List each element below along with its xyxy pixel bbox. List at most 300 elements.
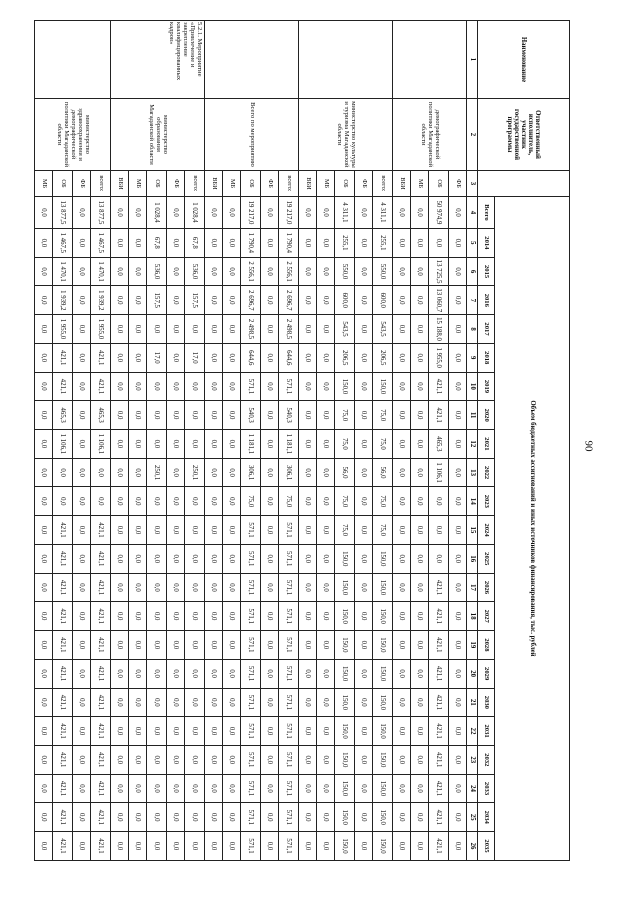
year-value-cell: 421,1	[91, 803, 111, 832]
column-number: 13	[467, 458, 478, 487]
year-value-cell: 1 106,1	[53, 430, 73, 459]
year-value-cell: 0,0	[167, 659, 185, 688]
year-value-cell: 0,0	[261, 774, 279, 803]
year-value-cell: 255,1	[335, 229, 355, 258]
year-value-cell: 0,0	[317, 774, 335, 803]
funding-source-cell: ВБИ	[299, 171, 317, 197]
year-value-cell: 0,0	[129, 832, 147, 861]
year-value-cell: 0,0	[205, 544, 223, 573]
year-value-cell: 75,0	[335, 487, 355, 516]
column-number: 8	[467, 315, 478, 344]
year-value-cell: 571,1	[241, 803, 261, 832]
year-value-cell: 0,0	[35, 516, 53, 545]
year-value-cell: 571,1	[279, 745, 299, 774]
funding-source-cell: всего:	[279, 171, 299, 197]
year-value-cell: 0,0	[299, 803, 317, 832]
year-value-cell: 150,0	[335, 717, 355, 746]
year-value-cell: 0,0	[299, 401, 317, 430]
year-value-cell: 0,0	[205, 717, 223, 746]
year-value-cell: 571,1	[241, 372, 261, 401]
total-value-cell: 0,0	[205, 197, 223, 229]
column-number: 1	[467, 21, 478, 99]
year-value-cell: 421,1	[53, 573, 73, 602]
year-value-cell: 0,0	[35, 229, 53, 258]
year-value-cell: 421,1	[53, 343, 73, 372]
year-value-cell: 421,1	[53, 659, 73, 688]
year-value-cell: 0,0	[35, 745, 53, 774]
year-value-cell: 0,0	[185, 745, 205, 774]
year-value-cell: 0,0	[129, 803, 147, 832]
total-value-cell: 1 028,4	[185, 197, 205, 229]
year-value-cell: 0,0	[205, 688, 223, 717]
funding-source-cell: ОБ	[335, 171, 355, 197]
year-value-cell: 0,0	[111, 372, 129, 401]
year-value-cell: 0,0	[111, 659, 129, 688]
year-value-cell: 150,0	[373, 745, 393, 774]
year-value-cell: 0,0	[73, 832, 91, 861]
year-value-cell: 0,0	[35, 343, 53, 372]
year-value-cell: 0,0	[35, 458, 53, 487]
year-value-cell: 0,0	[393, 229, 411, 258]
year-value-cell: 0,0	[129, 631, 147, 660]
funding-source-cell: ОБ	[147, 171, 167, 197]
year-value-cell: 0,0	[111, 401, 129, 430]
year-value-cell: 0,0	[355, 602, 373, 631]
year-value-cell: 0,0	[129, 430, 147, 459]
year-value-cell: 0,0	[35, 372, 53, 401]
year-value-cell: 0,0	[299, 832, 317, 861]
year-value-cell: 0,0	[449, 430, 467, 459]
year-value-cell: 421,1	[91, 516, 111, 545]
year-value-cell: 0,0	[299, 430, 317, 459]
year-value-cell: 0,0	[299, 458, 317, 487]
year-value-cell: 0,0	[185, 602, 205, 631]
year-value-cell: 0,0	[393, 516, 411, 545]
year-value-cell: 0,0	[147, 372, 167, 401]
column-number: 7	[467, 286, 478, 315]
column-number: 14	[467, 487, 478, 516]
year-value-cell: 536,0	[147, 257, 167, 286]
year-value-cell: 0,0	[261, 544, 279, 573]
year-value-cell: 0,0	[111, 343, 129, 372]
year-value-cell: 0,0	[167, 573, 185, 602]
year-value-cell: 0,0	[317, 631, 335, 660]
year-value-cell: 0,0	[129, 487, 147, 516]
year-value-cell: 0,0	[111, 286, 129, 315]
year-value-cell: 0,0	[185, 774, 205, 803]
year-value-cell: 0,0	[35, 257, 53, 286]
col-header-responsible: Ответственный исполнитель, участник государственной программы	[478, 99, 570, 171]
year-value-cell: 1 106,1	[429, 458, 449, 487]
year-value-cell: 0,0	[205, 659, 223, 688]
year-value-cell: 0,0	[317, 659, 335, 688]
year-value-cell: 421,1	[429, 659, 449, 688]
year-value-cell: 150,0	[373, 372, 393, 401]
year-value-cell: 0,0	[73, 401, 91, 430]
year-value-cell: 0,0	[317, 315, 335, 344]
year-value-cell: 421,1	[53, 832, 73, 861]
year-value-cell: 0,0	[261, 430, 279, 459]
total-value-cell: 0,0	[111, 197, 129, 229]
year-value-cell: 421,1	[429, 573, 449, 602]
year-value-cell: 421,1	[53, 745, 73, 774]
year-value-cell: 1 790,4	[279, 229, 299, 258]
year-value-cell: 0,0	[317, 688, 335, 717]
funding-source-cell: всего:	[91, 171, 111, 197]
year-value-cell: 421,1	[53, 688, 73, 717]
year-value-cell: 421,1	[429, 602, 449, 631]
year-value-cell: 0,0	[299, 286, 317, 315]
year-value-cell: 2 556,1	[241, 257, 261, 286]
year-value-cell: 0,0	[205, 803, 223, 832]
year-value-cell: 0,0	[205, 286, 223, 315]
year-value-cell: 550,0	[373, 257, 393, 286]
year-value-cell: 0,0	[185, 544, 205, 573]
year-value-cell: 421,1	[91, 602, 111, 631]
year-value-cell: 75,0	[335, 430, 355, 459]
column-number-row	[467, 21, 478, 861]
total-value-cell: 0,0	[393, 197, 411, 229]
year-value-cell: 0,0	[223, 229, 241, 258]
funding-source-cell: МБ	[317, 171, 335, 197]
year-value-cell: 0,0	[129, 229, 147, 258]
total-value-cell: 0,0	[223, 197, 241, 229]
year-value-cell: 421,1	[53, 602, 73, 631]
year-value-cell: 0,0	[393, 458, 411, 487]
year-value-cell: 0,0	[299, 774, 317, 803]
year-value-cell: 0,0	[223, 688, 241, 717]
funding-source-cell: ОБ	[429, 171, 449, 197]
column-number: 10	[467, 372, 478, 401]
year-value-cell: 571,1	[279, 688, 299, 717]
year-value-cell: 306,1	[279, 458, 299, 487]
year-value-cell: 0,0	[205, 774, 223, 803]
year-value-cell: 0,0	[411, 257, 429, 286]
year-value-cell: 0,0	[317, 372, 335, 401]
year-value-cell: 0,0	[299, 315, 317, 344]
year-value-cell: 0,0	[449, 573, 467, 602]
year-value-cell: 0,0	[167, 286, 185, 315]
year-value-cell: 0,0	[299, 745, 317, 774]
year-value-cell: 0,0	[411, 631, 429, 660]
year-value-cell: 0,0	[223, 430, 241, 459]
year-value-cell: 0,0	[147, 430, 167, 459]
year-value-cell: 0,0	[393, 286, 411, 315]
year-value-cell: 571,1	[279, 516, 299, 545]
year-value-cell: 0,0	[167, 602, 185, 631]
year-value-cell: 0,0	[185, 717, 205, 746]
table-row	[279, 21, 299, 861]
year-value-cell: 0,0	[411, 573, 429, 602]
total-value-cell: 13 877,5	[91, 197, 111, 229]
year-value-cell: 0,0	[167, 803, 185, 832]
column-number: 4	[467, 197, 478, 229]
year-value-cell: 0,0	[223, 487, 241, 516]
year-value-cell: 0,0	[261, 803, 279, 832]
year-value-cell: 150,0	[335, 803, 355, 832]
year-value-cell: 0,0	[411, 430, 429, 459]
year-value-cell: 0,0	[299, 516, 317, 545]
year-value-cell: 0,0	[355, 401, 373, 430]
total-value-cell: 0,0	[35, 197, 53, 229]
year-value-cell: 0,0	[167, 343, 185, 372]
year-header: 2023	[478, 487, 495, 516]
year-value-cell: 0,0	[147, 745, 167, 774]
year-value-cell: 421,1	[91, 544, 111, 573]
year-value-cell: 0,0	[393, 315, 411, 344]
year-value-cell: 150,0	[373, 774, 393, 803]
year-value-cell: 0,0	[449, 458, 467, 487]
year-value-cell: 0,0	[299, 631, 317, 660]
year-value-cell: 421,1	[91, 774, 111, 803]
table-row	[449, 21, 467, 861]
year-value-cell: 421,1	[91, 688, 111, 717]
table-row	[91, 21, 111, 861]
year-value-cell: 0,0	[317, 602, 335, 631]
year-value-cell: 0,0	[429, 516, 449, 545]
year-value-cell: 0,0	[449, 401, 467, 430]
year-header: 2025	[478, 544, 495, 573]
year-value-cell: 0,0	[35, 573, 53, 602]
financing-table	[34, 20, 570, 861]
column-number: 15	[467, 516, 478, 545]
year-value-cell: 0,0	[129, 343, 147, 372]
year-value-cell: 571,1	[241, 573, 261, 602]
column-number: 19	[467, 631, 478, 660]
year-value-cell: 0,0	[393, 774, 411, 803]
year-value-cell: 0,0	[129, 573, 147, 602]
total-value-cell: 0,0	[449, 197, 467, 229]
year-value-cell: 644,6	[279, 343, 299, 372]
responsible-executor-cell: министерство здравоохранения и демографической политики Магаданской области	[35, 99, 111, 171]
year-value-cell: 0,0	[185, 430, 205, 459]
year-value-cell: 600,0	[373, 286, 393, 315]
funding-source-cell: всего:	[185, 171, 205, 197]
year-value-cell: 0,0	[223, 803, 241, 832]
rotated-table-page	[40, 20, 570, 860]
year-value-cell: 0,0	[129, 544, 147, 573]
year-value-cell: 0,0	[317, 516, 335, 545]
year-value-cell: 0,0	[167, 458, 185, 487]
year-value-cell: 0,0	[111, 315, 129, 344]
year-value-cell: 0,0	[411, 343, 429, 372]
year-header: 2015	[478, 257, 495, 286]
year-value-cell: 0,0	[355, 516, 373, 545]
year-value-cell: 0,0	[355, 343, 373, 372]
year-value-cell: 571,1	[241, 832, 261, 861]
year-value-cell: 0,0	[355, 372, 373, 401]
year-value-cell: 0,0	[35, 803, 53, 832]
year-value-cell: 465,3	[429, 430, 449, 459]
year-value-cell: 571,1	[241, 774, 261, 803]
year-value-cell: 56,0	[373, 458, 393, 487]
year-value-cell: 0,0	[355, 229, 373, 258]
year-value-cell: 0,0	[111, 573, 129, 602]
year-value-cell: 0,0	[411, 487, 429, 516]
year-value-cell: 421,1	[429, 372, 449, 401]
year-value-cell: 0,0	[205, 315, 223, 344]
year-value-cell: 150,0	[373, 832, 393, 861]
total-value-cell: 0,0	[129, 197, 147, 229]
column-number: 24	[467, 774, 478, 803]
year-value-cell: 571,1	[279, 774, 299, 803]
year-value-cell: 0,0	[429, 229, 449, 258]
column-number: 20	[467, 659, 478, 688]
year-value-cell: 0,0	[35, 717, 53, 746]
year-value-cell: 0,0	[111, 257, 129, 286]
year-value-cell: 0,0	[223, 573, 241, 602]
column-number: 16	[467, 544, 478, 573]
year-value-cell: 2 696,7	[279, 286, 299, 315]
year-value-cell: 0,0	[355, 315, 373, 344]
year-value-cell: 0,0	[317, 745, 335, 774]
year-value-cell: 421,1	[53, 372, 73, 401]
year-value-cell: 75,0	[335, 401, 355, 430]
year-value-cell: 0,0	[129, 745, 147, 774]
year-value-cell: 1 467,5	[91, 229, 111, 258]
year-value-cell: 0,0	[449, 688, 467, 717]
year-value-cell: 0,0	[129, 372, 147, 401]
year-value-cell: 0,0	[261, 688, 279, 717]
year-value-cell: 0,0	[317, 257, 335, 286]
year-value-cell: 0,0	[223, 458, 241, 487]
year-value-cell: 571,1	[279, 832, 299, 861]
year-value-cell: 0,0	[355, 631, 373, 660]
year-value-cell: 0,0	[393, 659, 411, 688]
year-value-cell: 150,0	[373, 544, 393, 573]
year-value-cell: 0,0	[223, 257, 241, 286]
year-value-cell: 421,1	[53, 631, 73, 660]
year-value-cell: 0,0	[411, 688, 429, 717]
year-value-cell: 0,0	[393, 343, 411, 372]
year-value-cell: 0,0	[449, 832, 467, 861]
year-value-cell: 0,0	[35, 602, 53, 631]
year-value-cell: 0,0	[167, 257, 185, 286]
year-value-cell: 0,0	[299, 257, 317, 286]
year-value-cell: 571,1	[279, 659, 299, 688]
year-value-cell: 571,1	[241, 659, 261, 688]
year-value-cell: 0,0	[261, 315, 279, 344]
year-value-cell: 0,0	[393, 544, 411, 573]
year-value-cell: 543,5	[335, 315, 355, 344]
year-value-cell: 0,0	[355, 688, 373, 717]
year-value-cell: 0,0	[205, 487, 223, 516]
year-value-cell: 56,0	[335, 458, 355, 487]
column-number: 3	[467, 171, 478, 197]
total-value-cell: 19 217,0	[241, 197, 261, 229]
year-value-cell: 0,0	[73, 487, 91, 516]
year-value-cell: 0,0	[73, 257, 91, 286]
year-value-cell: 255,1	[373, 229, 393, 258]
funding-source-cell: ВБИ	[111, 171, 129, 197]
year-value-cell: 0,0	[111, 516, 129, 545]
year-value-cell: 0,0	[147, 717, 167, 746]
year-value-cell: 150,0	[335, 573, 355, 602]
year-value-cell: 0,0	[449, 803, 467, 832]
year-value-cell: 0,0	[111, 430, 129, 459]
year-value-cell: 0,0	[299, 343, 317, 372]
year-value-cell: 0,0	[411, 372, 429, 401]
year-value-cell: 465,3	[91, 401, 111, 430]
year-header: 2035	[478, 832, 495, 861]
year-value-cell: 0,0	[35, 315, 53, 344]
year-value-cell: 0,0	[355, 745, 373, 774]
year-value-cell: 0,0	[299, 659, 317, 688]
year-value-cell: 0,0	[317, 803, 335, 832]
year-value-cell: 0,0	[111, 229, 129, 258]
year-value-cell: 150,0	[373, 659, 393, 688]
year-value-cell: 150,0	[373, 573, 393, 602]
year-value-cell: 571,1	[241, 688, 261, 717]
year-value-cell: 157,5	[147, 286, 167, 315]
year-value-cell: 421,1	[53, 803, 73, 832]
year-value-cell: 150,0	[335, 688, 355, 717]
table-row	[185, 21, 205, 861]
year-value-cell: 0,0	[411, 832, 429, 861]
year-value-cell: 0,0	[167, 315, 185, 344]
year-value-cell: 571,1	[241, 745, 261, 774]
year-value-cell: 0,0	[167, 631, 185, 660]
year-value-cell: 0,0	[223, 745, 241, 774]
year-value-cell: 0,0	[317, 401, 335, 430]
year-value-cell: 75,0	[373, 516, 393, 545]
year-value-cell: 0,0	[355, 659, 373, 688]
year-value-cell: 0,0	[91, 458, 111, 487]
year-header: 2029	[478, 659, 495, 688]
year-value-cell: 0,0	[53, 487, 73, 516]
funding-source-cell: ОБ	[53, 171, 73, 197]
year-value-cell: 0,0	[449, 544, 467, 573]
total-value-cell: 0,0	[355, 197, 373, 229]
col-header-source	[478, 171, 570, 197]
year-value-cell: 0,0	[129, 688, 147, 717]
year-value-cell: 0,0	[129, 602, 147, 631]
year-value-cell: 75,0	[373, 401, 393, 430]
year-value-cell: 0,0	[411, 774, 429, 803]
year-value-cell: 150,0	[373, 803, 393, 832]
year-value-cell: 0,0	[317, 487, 335, 516]
year-value-cell: 0,0	[167, 487, 185, 516]
year-value-cell: 306,1	[241, 458, 261, 487]
total-value-cell: 19 217,0	[279, 197, 299, 229]
year-value-cell: 0,0	[449, 774, 467, 803]
year-value-cell: 0,0	[167, 688, 185, 717]
year-value-cell: 421,1	[429, 774, 449, 803]
year-value-cell: 0,0	[299, 544, 317, 573]
year-value-cell: 0,0	[73, 430, 91, 459]
year-value-cell: 75,0	[279, 487, 299, 516]
year-value-cell: 0,0	[185, 372, 205, 401]
year-value-cell: 0,0	[393, 487, 411, 516]
year-value-cell: 0,0	[355, 573, 373, 602]
year-value-cell: 0,0	[393, 573, 411, 602]
year-value-cell: 0,0	[393, 745, 411, 774]
total-value-cell: 0,0	[261, 197, 279, 229]
year-value-cell: 0,0	[73, 544, 91, 573]
year-value-cell: 0,0	[393, 832, 411, 861]
year-value-cell: 0,0	[223, 774, 241, 803]
year-value-cell: 421,1	[91, 343, 111, 372]
col-header-total: Всего	[478, 197, 495, 229]
year-value-cell: 0,0	[35, 631, 53, 660]
column-number: 17	[467, 573, 478, 602]
total-value-cell: 1 028,4	[147, 197, 167, 229]
year-value-cell: 0,0	[449, 631, 467, 660]
year-value-cell: 421,1	[53, 544, 73, 573]
year-value-cell: 2 498,5	[241, 315, 261, 344]
year-value-cell: 550,0	[335, 257, 355, 286]
year-value-cell: 0,0	[223, 372, 241, 401]
